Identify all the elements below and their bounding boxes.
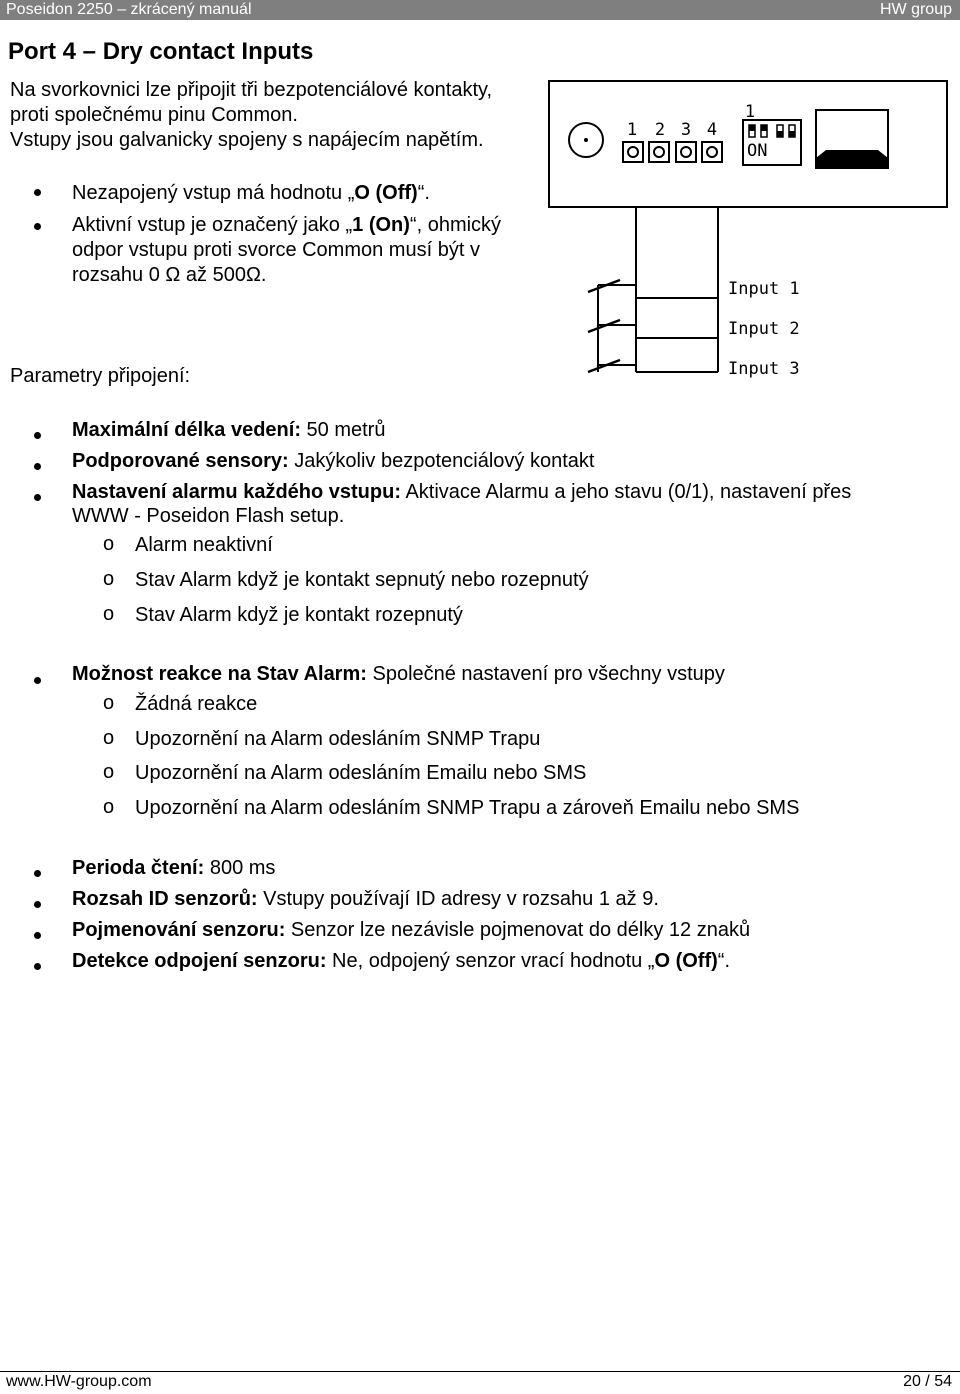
bullet-dot — [34, 677, 41, 684]
params-heading: Parametry připojení: — [10, 365, 191, 387]
page-header — [0, 0, 960, 20]
header-doc-title: Poseidon 2250 – zkrácený manuál — [6, 1, 252, 18]
bullet-dot — [34, 432, 41, 439]
param-reaction: Možnost reakce na Stav Alarm: Společné nastavení pro všechny vstupy — [72, 663, 725, 685]
alarm-option: Stav Alarm když je kontakt sepnutý nebo rozepnutý — [135, 569, 589, 591]
bullet-active-line-1: Aktivní vstup je označený jako „1 (On)“, ohmický — [72, 214, 502, 236]
footer-page-number: 20 / 54 — [903, 1373, 952, 1390]
bullet-unconnected: Nezapojený vstup má hodnotu „O (Off)“. — [72, 182, 430, 204]
param-disconnect-detection: Detekce odpojení senzoru: Ne, odpojený senzor vrací hodnotu „O (Off)“. — [72, 950, 730, 972]
pin-label: 1 — [626, 120, 638, 140]
sub-marker: o — [103, 727, 115, 749]
intro-line-3: Vstupy jsou galvanicky spojeny s napájecím napětím. — [10, 129, 484, 151]
rj45-connector — [816, 110, 888, 168]
param-id-range: Rozsah ID senzorů: Vstupy používají ID adresy v rozsahu 1 až 9. — [72, 888, 659, 910]
pin-label: 4 — [706, 120, 718, 140]
param-read-period: Perioda čtení: 800 ms — [72, 857, 276, 879]
input-1-label: Input 1 — [728, 279, 800, 299]
param-max-length: Maximální délka vedení: 50 metrů — [72, 419, 386, 441]
bullet-dot — [34, 494, 41, 501]
bullet-dot — [34, 870, 41, 877]
alarm-option: Alarm neaktivní — [135, 534, 273, 556]
sub-marker: o — [103, 761, 115, 783]
wiring-diagram — [548, 80, 950, 385]
bullet-dot — [34, 963, 41, 970]
bullet-dot — [34, 901, 41, 908]
bullet-dot — [34, 223, 41, 230]
reaction-option: Upozornění na Alarm odesláním Emailu nebo SMS — [135, 762, 587, 784]
pin-label: 2 — [654, 120, 666, 140]
param-naming: Pojmenování senzoru: Senzor lze nezávisle pojmenovat do délky 12 znaků — [72, 919, 751, 941]
input-wires — [598, 207, 718, 372]
bullet-active-line-2: odpor vstupu proti svorce Common musí být v — [72, 239, 480, 261]
alarm-option: Stav Alarm když je kontakt rozepnutý — [135, 604, 463, 626]
pin-label: 3 — [680, 120, 692, 140]
sub-marker: o — [103, 568, 115, 590]
intro-line-2: proti společnému pinu Common. — [10, 104, 298, 126]
param-alarm-setting-line-2: WWW - Poseidon Flash setup. — [72, 505, 345, 527]
bullet-dot — [34, 189, 41, 196]
reaction-option: Upozornění na Alarm odesláním SNMP Trapu — [135, 728, 541, 750]
input-2-label: Input 2 — [728, 319, 800, 339]
param-sensors: Podporované sensory: Jakýkoliv bezpotenciálový kontakt — [72, 450, 595, 472]
sub-marker: o — [103, 692, 115, 714]
reaction-option: Upozornění na Alarm odesláním SNMP Trapu a zároveň Emailu nebo SMS — [135, 797, 800, 819]
sub-marker: o — [103, 603, 115, 625]
bullet-dot — [34, 932, 41, 939]
svg-text:1: 1 — [744, 102, 756, 122]
sub-marker: o — [103, 533, 115, 555]
footer-website: www.HW-group.com — [6, 1373, 152, 1390]
header-company: HW group — [879, 1, 952, 18]
section-title: Port 4 – Dry contact Inputs — [8, 38, 314, 65]
page-footer — [0, 1371, 960, 1394]
svg-text:ON: ON — [747, 141, 768, 161]
reaction-option: Žádná reakce — [135, 693, 258, 715]
bullet-active-line-3: rozsahu 0 Ω až 500Ω. — [72, 264, 267, 286]
intro-line-1: Na svorkovnici lze připojit tři bezpotenciálové kontakty, — [10, 79, 493, 101]
bullet-dot — [34, 463, 41, 470]
param-alarm-setting: Nastavení alarmu každého vstupu: Aktivace Alarmu a jeho stavu (0/1), nastavení přes — [72, 481, 852, 503]
input-3-label: Input 3 — [728, 359, 800, 379]
sub-marker: o — [103, 796, 115, 818]
